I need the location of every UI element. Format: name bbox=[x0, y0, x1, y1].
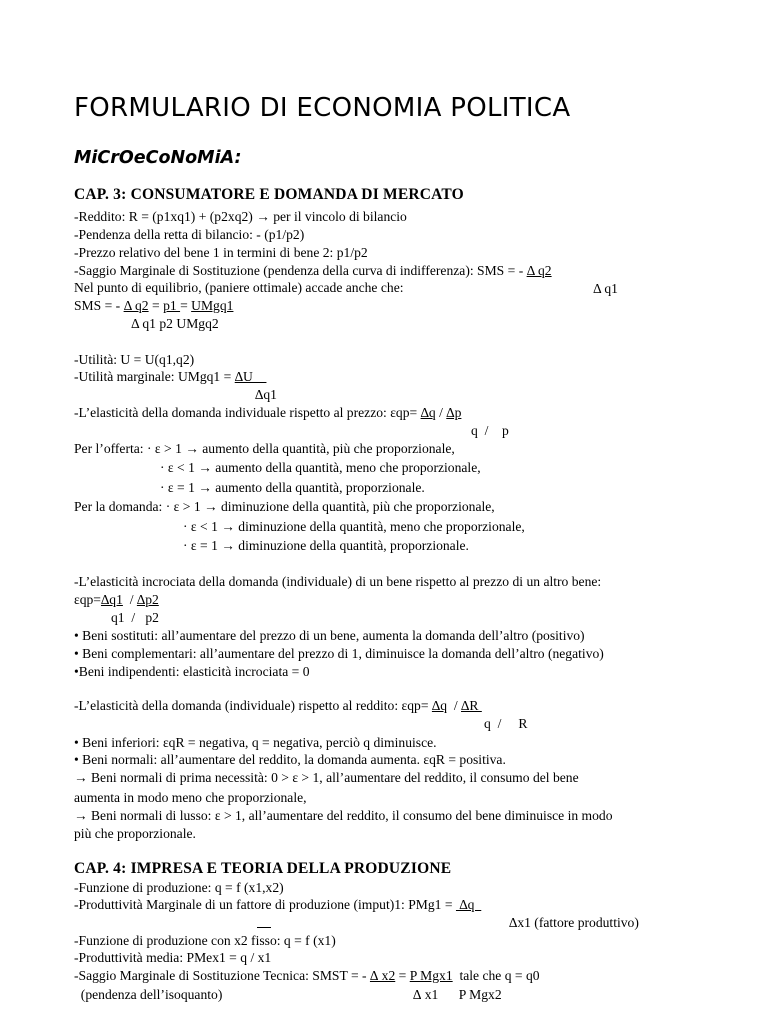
fraction-numerator: ∆R bbox=[461, 698, 482, 713]
text-segment: / bbox=[447, 698, 462, 713]
text-line: Nel punto di equilibrio, (paniere ottimale) accade anche che: bbox=[74, 280, 404, 295]
text-segment: -L’elasticità della domanda individuale rispetto al prezzo: εqp= bbox=[74, 405, 418, 420]
fraction-numerator: ∆q1 bbox=[100, 592, 123, 607]
formula-line bbox=[74, 405, 461, 421]
fraction-numerator: ∆q bbox=[455, 897, 482, 912]
fraction-numerator: ∆p2 bbox=[136, 592, 159, 607]
page-title: FORMULARIO DI ECONOMIA POLITICA bbox=[74, 93, 571, 123]
section-subtitle: MiCrOeCoNoMiA: bbox=[74, 148, 242, 168]
text-segment: SMS = - bbox=[74, 298, 121, 313]
fraction-denominators: Δ q1 p2 UMgq2 bbox=[131, 316, 219, 331]
text-line: •Beni indipendenti: elasticità incrociata = 0 bbox=[74, 664, 310, 679]
formula-line bbox=[74, 592, 159, 608]
text-line: più che proporzionale. bbox=[74, 826, 196, 841]
fraction-numerator: ∆p bbox=[446, 405, 462, 420]
fraction-numerator: Δ q2 bbox=[123, 298, 149, 313]
formula-line bbox=[74, 369, 266, 385]
underline-mark bbox=[257, 927, 271, 928]
text-segment: -Saggio Marginale di Sostituzione Tecnica: SMST = - bbox=[74, 968, 367, 983]
text-line: → Beni normali di lusso: ε > 1, all’aumentare del reddito, il consumo del bene diminuisce in modo bbox=[74, 808, 613, 823]
text-line: -Funzione di produzione: q = f (x1,x2) bbox=[74, 880, 284, 895]
text-line: Per l’offerta: · ε > 1 → aumento della quantità, più che proporzionale, bbox=[74, 441, 455, 456]
text-line: aumenta in modo meno che proporzionale, bbox=[74, 790, 307, 805]
chapter-heading-3: CAP. 3: CONSUMATORE E DOMANDA DI MERCATO bbox=[74, 186, 464, 203]
formula-line bbox=[74, 698, 482, 714]
fraction-numerator: ∆U bbox=[234, 369, 267, 384]
fraction-denominator: Δ q1 bbox=[593, 281, 618, 296]
formula-line bbox=[74, 263, 552, 279]
formula-line bbox=[74, 897, 481, 913]
text-line: -Produttività media: PMex1 = q / x1 bbox=[74, 950, 272, 965]
text-segment: -L’elasticità della domanda (individuale) rispetto al reddito: εqp= bbox=[74, 698, 429, 713]
text-line: (pendenza dell’isoquanto) bbox=[74, 987, 223, 1002]
text-line: -Pendenza della retta di bilancio: - (p1/p2) bbox=[74, 227, 305, 242]
text-line: -Reddito: R = (p1xq1) + (p2xq2) → per il vincolo di bilancio bbox=[74, 209, 407, 224]
text-line: → Beni normali di prima necessità: 0 > ε > 1, all’aumentare del reddito, il consumo del bene bbox=[74, 770, 579, 785]
formula-line bbox=[74, 968, 540, 984]
text-line: -Funzione di produzione con x2 fisso: q = f (x1) bbox=[74, 933, 336, 948]
fraction-denominators: ∆ x1 P Mgx2 bbox=[413, 987, 502, 1002]
fraction-denominator: ∆q1 bbox=[255, 387, 277, 402]
text-segment: tale che q = q0 bbox=[452, 968, 540, 983]
text-line: • Beni complementari: all’aumentare del prezzo di 1, diminuisce la domanda dell’altro (negativo) bbox=[74, 646, 604, 661]
text-line: · ε = 1 → aumento della quantità, proporzionale. bbox=[160, 480, 425, 495]
text-segment: / bbox=[435, 405, 447, 420]
text-segment: -Produttività Marginale di un fattore di produzione (imput)1: PMg1 = bbox=[74, 897, 453, 912]
text-segment: = bbox=[148, 298, 164, 313]
text-line: • Beni inferiori: εqR = negativa, q = negativa, perciò q diminuisce. bbox=[74, 735, 437, 750]
text-segment: -Utilità marginale: UMgq1 = bbox=[74, 369, 232, 384]
chapter-heading-4: CAP. 4: IMPRESA E TEORIA DELLA PRODUZIONE bbox=[74, 860, 452, 877]
fraction-numerator: P Mgx1 bbox=[409, 968, 453, 983]
fraction-numerator: p1 bbox=[163, 298, 181, 313]
text-segment: = bbox=[180, 298, 192, 313]
fraction-numerator: ∆q bbox=[420, 405, 436, 420]
text-line: -L’elasticità incrociata della domanda (individuale) di un bene rispetto al prezzo di un altro bene: bbox=[74, 574, 602, 589]
text-line: · ε = 1 → diminuzione della quantità, proporzionale. bbox=[183, 538, 469, 553]
text-line: • Beni normali: all’aumentare del reddito, la domanda aumenta. εqR = positiva. bbox=[74, 752, 506, 767]
text-segment: -Saggio Marginale di Sostituzione (pendenza della curva di indifferenza): SMS = - bbox=[74, 263, 524, 278]
text-line: · ε < 1 → aumento della quantità, meno che proporzionale, bbox=[160, 460, 481, 475]
fraction-denominators: q1 / p2 bbox=[111, 610, 159, 625]
formula-line bbox=[74, 298, 233, 314]
fraction-numerator: Δ q2 bbox=[526, 263, 552, 278]
text-line: -Prezzo relativo del bene 1 in termini di bene 2: p1/p2 bbox=[74, 245, 368, 260]
fraction-denominators: q / p bbox=[471, 423, 509, 438]
text-line: · ε < 1 → diminuzione della quantità, meno che proporzionale, bbox=[183, 519, 525, 534]
fraction-denominator: ∆x1 (fattore produttivo) bbox=[509, 915, 639, 930]
fraction-numerator: UMgq1 bbox=[191, 298, 234, 313]
text-line: Per la domanda: · ε > 1 → diminuzione della quantità, più che proporzionale, bbox=[74, 499, 495, 514]
text-segment: / bbox=[122, 592, 137, 607]
text-segment: = bbox=[395, 968, 410, 983]
fraction-numerator: ∆ x2 bbox=[369, 968, 396, 983]
text-line: • Beni sostituti: all’aumentare del prezzo di un bene, aumenta la domanda dell’altro (positivo) bbox=[74, 628, 585, 643]
fraction-numerator: ∆q bbox=[431, 698, 448, 713]
text-line: -Utilità: U = U(q1,q2) bbox=[74, 352, 195, 367]
text-segment: εqp= bbox=[74, 592, 101, 607]
fraction-denominators: q / R bbox=[484, 716, 528, 731]
